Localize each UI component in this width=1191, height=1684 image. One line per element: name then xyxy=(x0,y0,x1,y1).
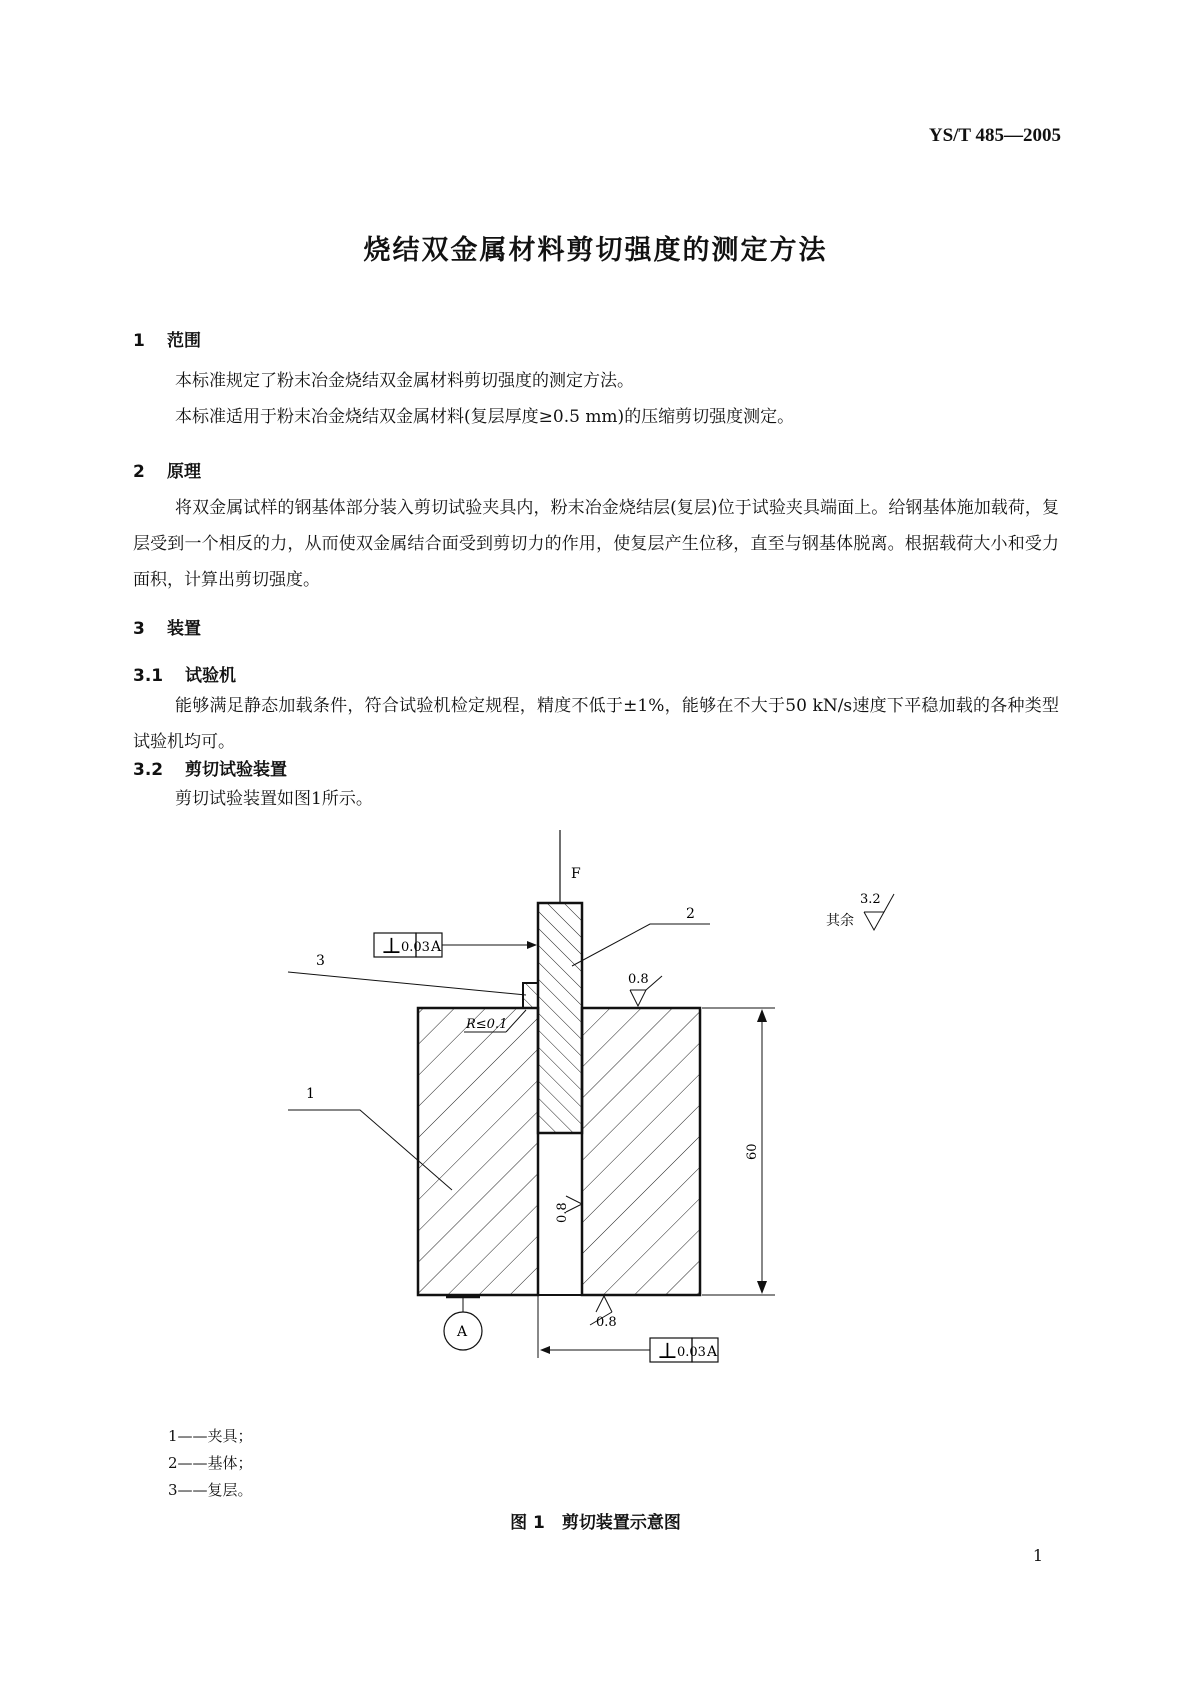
datum-a-label: A xyxy=(457,1324,468,1340)
roughness-top-value: 0.8 xyxy=(628,972,649,987)
force-label: F xyxy=(571,866,581,882)
section-title: 范围 xyxy=(167,331,201,351)
section-title: 原理 xyxy=(167,462,201,482)
roughness-bottom-value: 0.8 xyxy=(596,1315,617,1330)
section-number: 3.2 xyxy=(133,760,164,780)
tolerance-datum: A xyxy=(431,939,442,955)
roughness-other xyxy=(826,892,894,930)
section-title: 装置 xyxy=(167,619,201,639)
tolerance-frame-top xyxy=(374,933,536,959)
legend-item-1: 1——夹具； xyxy=(168,1427,253,1445)
shear-device-figure xyxy=(270,825,910,1385)
document-title: 烧结双金属材料剪切强度的测定方法 xyxy=(363,235,828,266)
roughness-other-value: 3.2 xyxy=(860,892,881,907)
roughness-top xyxy=(628,972,662,1006)
section-number: 3.1 xyxy=(133,666,164,686)
section-1-paragraph-1: 本标准规定了粉末冶金烧结双金属材料剪切强度的测定方法。 xyxy=(175,371,634,391)
radius-note: R≤0.1 xyxy=(466,1017,508,1032)
section-3-2-paragraph: 剪切试验装置如图1所示。 xyxy=(175,789,373,809)
section-title: 试验机 xyxy=(185,666,236,686)
legend-item-2: 2——基体； xyxy=(168,1454,253,1472)
section-3-1-paragraph: 能够满足静态加载条件，符合试验机检定规程，精度不低于±1%，能够在不大于50 kN/s速度下平稳加载的各种类型试验机均可。 xyxy=(133,696,1059,752)
roughness-bottom xyxy=(590,1296,617,1330)
substrate-bar xyxy=(538,903,582,1133)
section-title: 剪切试验装置 xyxy=(185,760,287,780)
tolerance-symbol: ⊥ xyxy=(381,934,402,959)
datum-a xyxy=(444,1297,482,1350)
roughness-other-label: 其余 xyxy=(826,913,854,929)
section-1-paragraph-2: 本标准适用于粉末冶金烧结双金属材料(复层厚度≥0.5 mm)的压缩剪切强度测定。 xyxy=(175,407,795,427)
standard-number: YS/T 485—2005 xyxy=(928,125,1061,146)
section-1-heading xyxy=(133,326,201,351)
fixture-left-block xyxy=(418,1008,538,1295)
section-2-paragraph: 将双金属试样的钢基体部分装入剪切试验夹具内，粉末冶金烧结层(复层)位于试验夹具端面上。给钢基体施加载荷，复层受到一个相反的力，从而使双金属结合面受到剪切力的作用，使复层产生位移，直至与钢基体脱离。根据载荷大小和受力面积，计算出剪切强度。 xyxy=(133,498,1059,590)
dimension-height xyxy=(702,1008,775,1295)
tolerance-symbol-bottom: ⊥ xyxy=(657,1339,678,1364)
section-number: 1 xyxy=(133,331,145,351)
section-3-heading xyxy=(133,614,201,639)
tolerance-value-bottom: 0.03 xyxy=(677,1345,706,1360)
tolerance-datum-bottom: A xyxy=(707,1344,718,1360)
dimension-height-value: 60 xyxy=(745,1143,760,1160)
tolerance-value: 0.03 xyxy=(401,940,430,955)
page-number: 1 xyxy=(1032,1546,1043,1565)
section-2-heading xyxy=(133,457,201,482)
callout-3-leader xyxy=(288,972,526,995)
section-number: 2 xyxy=(133,462,145,482)
roughness-bore xyxy=(555,1196,582,1223)
cladding-layer xyxy=(523,983,538,1008)
section-3-2-heading xyxy=(133,755,287,780)
section-number: 3 xyxy=(133,619,145,639)
callout-3: 3 xyxy=(316,953,325,969)
fixture-right-block xyxy=(582,1008,700,1295)
callout-2-leader xyxy=(572,924,710,966)
tolerance-frame-bottom xyxy=(538,1295,718,1364)
section-3-1-heading xyxy=(133,661,236,686)
callout-1: 1 xyxy=(306,1086,315,1102)
roughness-bore-value: 0.8 xyxy=(555,1202,570,1223)
callout-2: 2 xyxy=(686,906,695,922)
legend-item-3: 3——复层。 xyxy=(168,1481,253,1499)
figure-caption: 图 1 剪切装置示意图 xyxy=(510,1513,681,1533)
